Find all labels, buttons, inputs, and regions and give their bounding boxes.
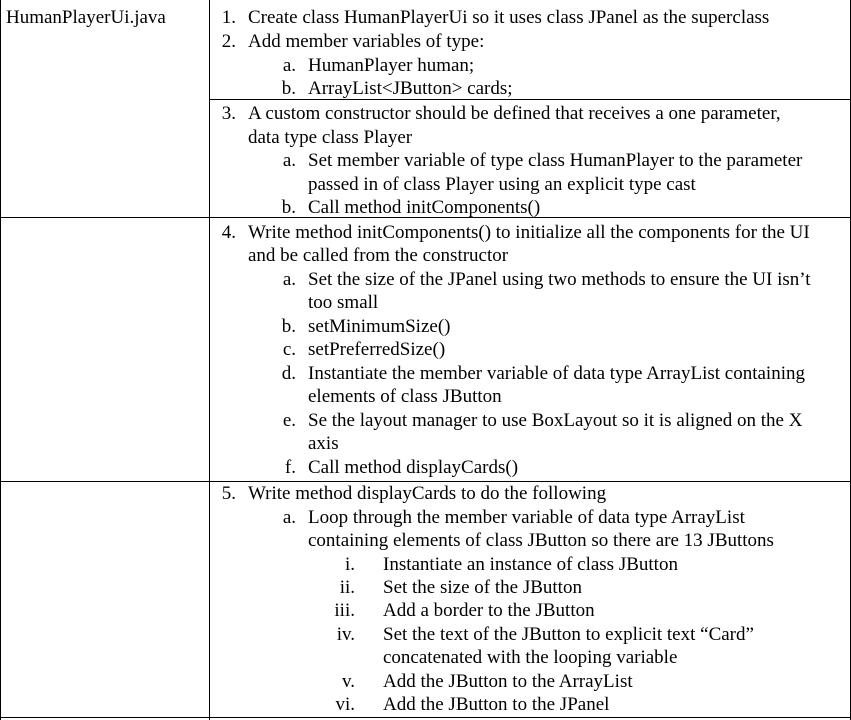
substep-text: Set member variable of type class HumanPlayer to the parameter xyxy=(308,150,803,171)
substep-text: elements of class JButton xyxy=(308,386,502,407)
file-name-cell: HumanPlayerUi.java xyxy=(6,7,166,28)
row-divider-bottom xyxy=(0,717,851,718)
roman-text: concatenated with the looping variable xyxy=(383,647,678,668)
substep-text: Call method displayCards() xyxy=(308,457,519,478)
substep-letter: f. xyxy=(284,457,296,478)
roman-text: Set the text of the JButton to explicit text “Card” xyxy=(383,624,754,645)
substep-letter: a. xyxy=(282,55,296,76)
roman-numeral: ii. xyxy=(339,577,355,598)
step-number: 2. xyxy=(221,31,236,52)
substep-text: passed in of class Player using an explicit type cast xyxy=(308,174,696,195)
substep-text: Instantiate the member variable of data type ArrayList containing xyxy=(308,363,805,384)
substep-letter: e. xyxy=(282,410,296,431)
roman-text: Add the JButton to the ArrayList xyxy=(383,671,633,692)
roman-numeral: iii. xyxy=(334,600,355,621)
column-divider xyxy=(209,0,210,720)
substep-letter: a. xyxy=(282,269,296,290)
step-text: Create class HumanPlayerUi so it uses class JPanel as the superclass xyxy=(248,7,770,28)
step-number: 4. xyxy=(221,222,236,243)
step-text: A custom constructor should be defined that receives a one parameter, xyxy=(248,103,781,124)
row-divider-1 xyxy=(209,99,851,100)
roman-numeral: vi. xyxy=(335,694,355,715)
substep-text: Set the size of the JPanel using two methods to ensure the UI isn’t xyxy=(308,269,811,290)
roman-numeral: i. xyxy=(344,554,355,575)
substep-letter: b. xyxy=(281,197,296,218)
substep-text: containing elements of class JButton so there are 13 JButtons xyxy=(308,530,774,551)
substep-letter: b. xyxy=(281,78,296,99)
roman-text: Set the size of the JButton xyxy=(383,577,582,598)
substep-letter: a. xyxy=(282,150,296,171)
roman-text: Add the JButton to the JPanel xyxy=(383,694,610,715)
step-text: Add member variables of type: xyxy=(248,31,485,52)
substep-text: setPreferredSize() xyxy=(308,339,446,360)
substep-letter: d. xyxy=(281,363,296,384)
step-text: data type class Player xyxy=(248,127,413,148)
step-number: 5. xyxy=(221,483,236,504)
roman-text: Add a border to the JButton xyxy=(383,600,595,621)
substep-text: Call method initComponents() xyxy=(308,197,541,218)
substep-text: too small xyxy=(308,292,379,313)
step-text: Write method initComponents() to initialize all the components for the UI xyxy=(248,222,810,243)
step-text: Write method displayCards to do the following xyxy=(248,483,607,504)
step-number: 1. xyxy=(221,7,236,28)
roman-numeral: iv. xyxy=(336,624,355,645)
table-left-border xyxy=(0,0,1,720)
substep-letter: a. xyxy=(282,507,296,528)
substep-text: Se the layout manager to use BoxLayout so it is aligned on the X xyxy=(308,410,803,431)
substep-text: setMinimumSize() xyxy=(308,316,451,337)
substep-text: ArrayList<JButton> cards; xyxy=(308,78,513,99)
step-text: and be called from the constructor xyxy=(248,245,509,266)
roman-text: Instantiate an instance of class JButton xyxy=(383,554,678,575)
step-number: 3. xyxy=(221,103,236,124)
substep-letter: c. xyxy=(282,339,296,360)
substep-text: HumanPlayer human; xyxy=(308,55,475,76)
substep-text: Loop through the member variable of data type ArrayList xyxy=(308,507,745,528)
substep-text: axis xyxy=(308,433,339,454)
substep-letter: b. xyxy=(281,316,296,337)
roman-numeral: v. xyxy=(341,671,355,692)
